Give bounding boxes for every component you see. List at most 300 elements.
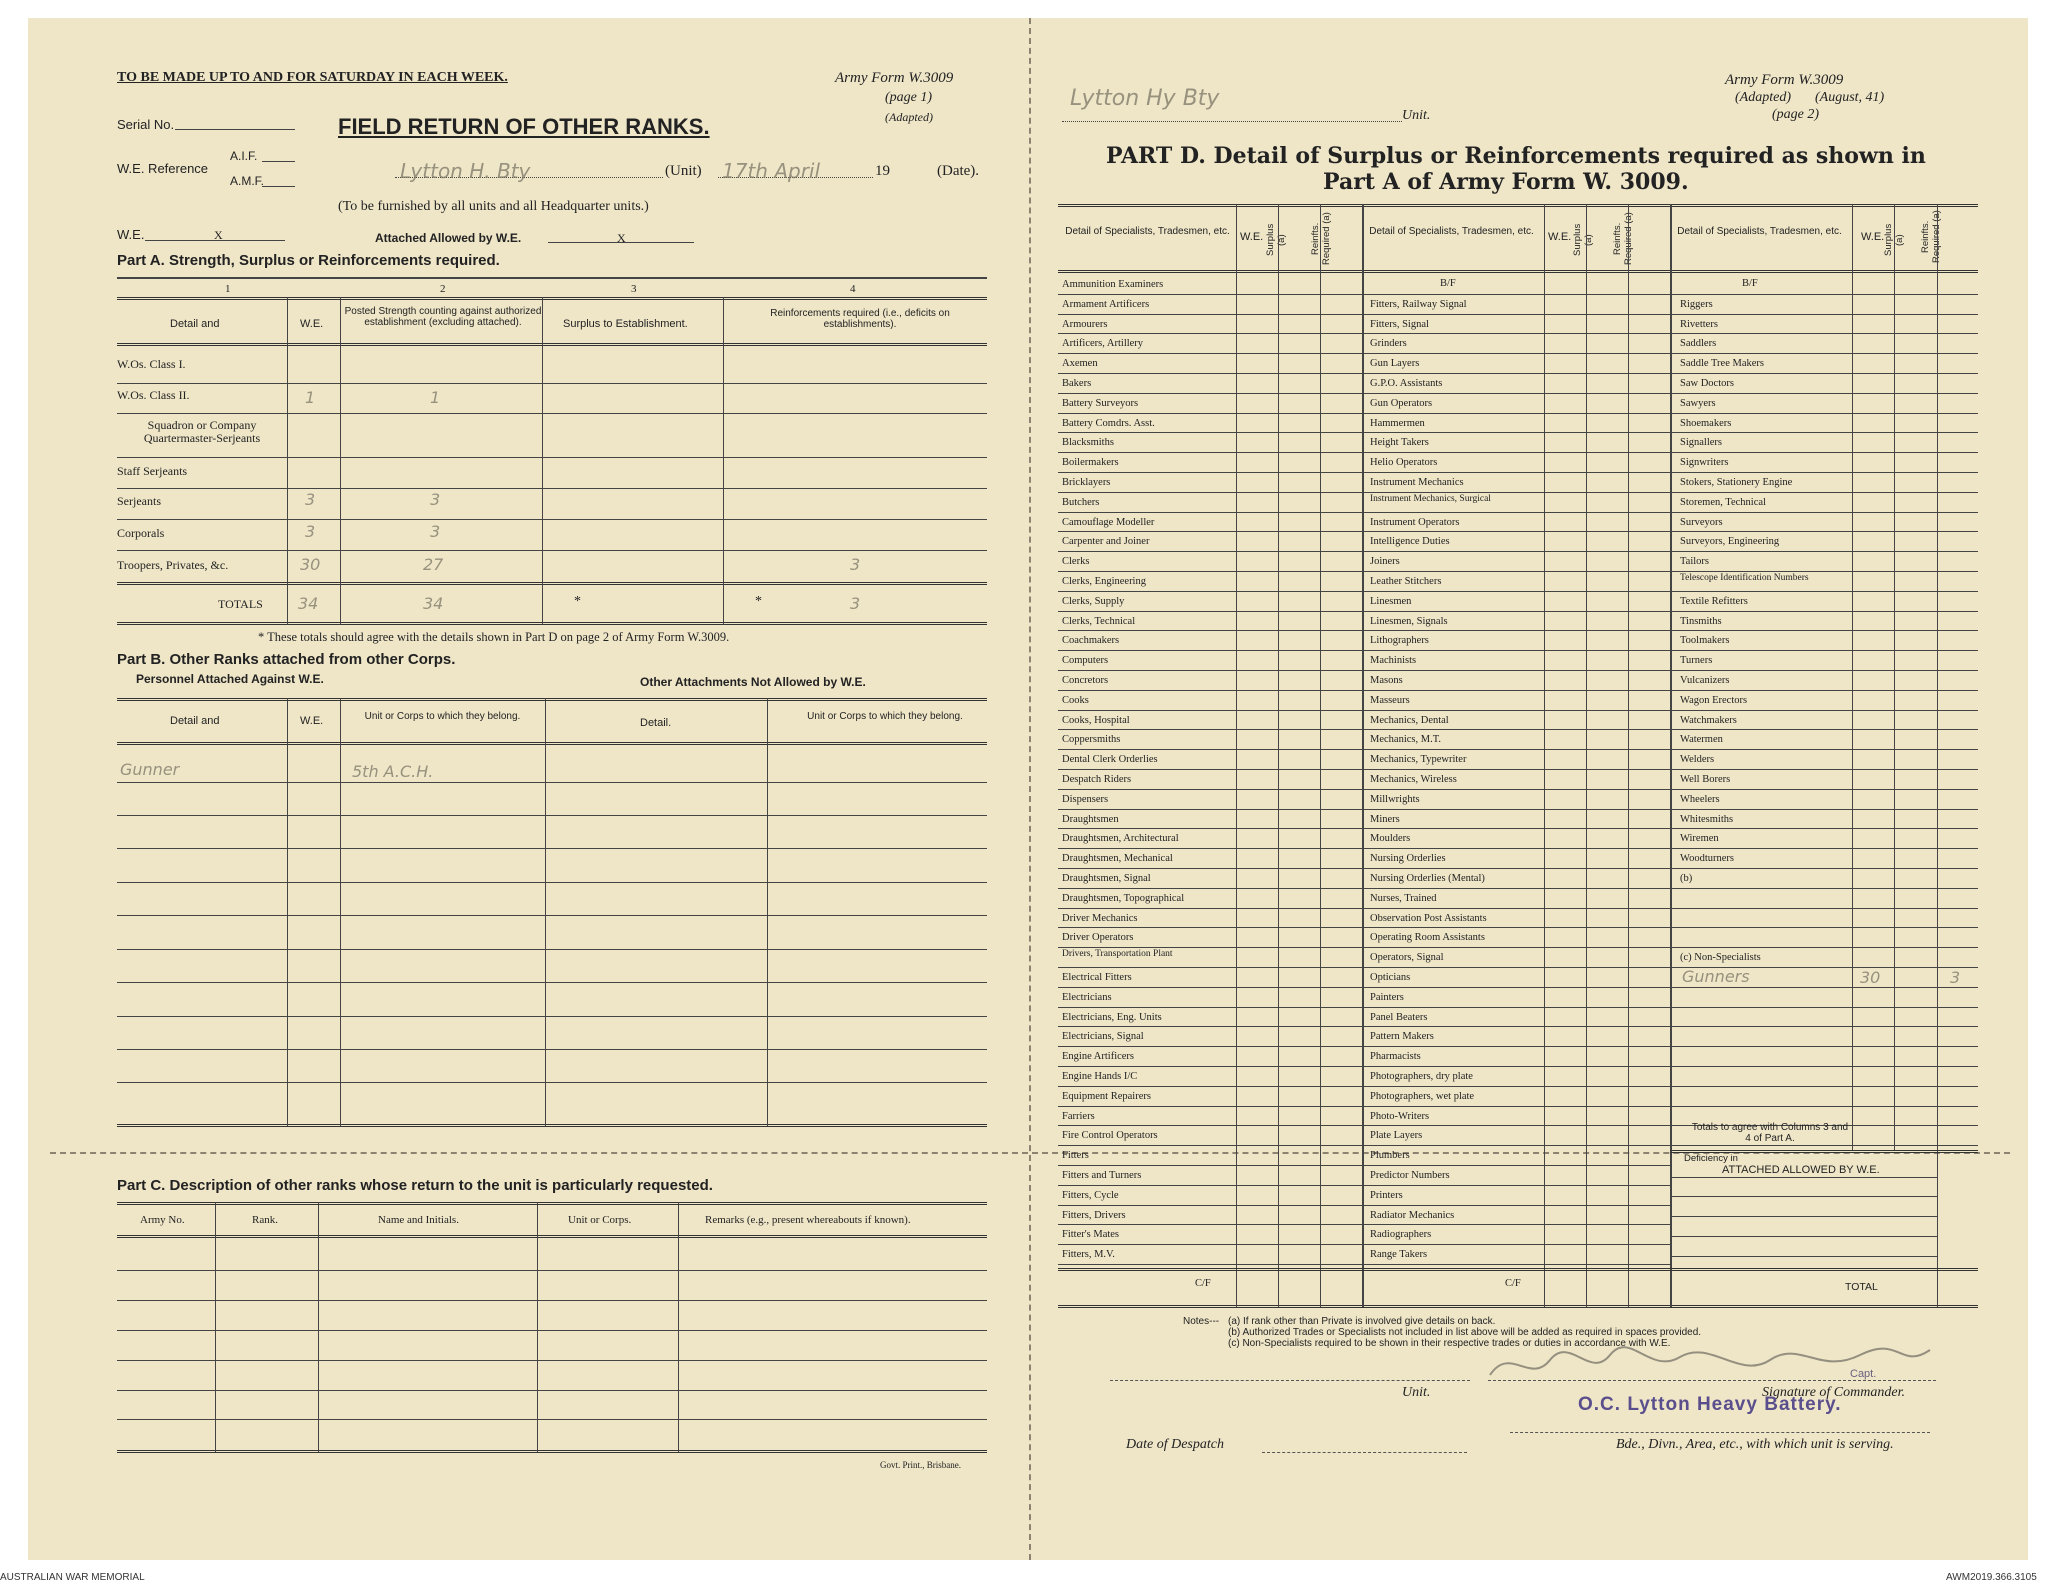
cf-label: C/F bbox=[1195, 1278, 1211, 1289]
handwritten-unit-2: Lytton Hy Bty bbox=[1070, 86, 1220, 111]
part-d-trade-label: Fitters bbox=[1062, 1150, 1089, 1162]
part-d-trade-label: Linesmen bbox=[1370, 595, 1412, 607]
part-d-trade-label: Electricians bbox=[1062, 991, 1112, 1003]
part-d-trade-label: Ammunition Examiners bbox=[1062, 279, 1164, 290]
pa-colnum-3: 3 bbox=[631, 283, 637, 295]
pa-colnum-4: 4 bbox=[850, 283, 856, 295]
part-d-trade-label: Storemen, Technical bbox=[1680, 496, 1766, 508]
part-d-trade-label: Engine Artificers bbox=[1062, 1051, 1135, 1063]
part-d-trade-label: Welders bbox=[1680, 754, 1715, 766]
part-d-trade-label: Signallers bbox=[1680, 437, 1722, 449]
part-d-trade-label: Radiator Mechanics bbox=[1370, 1209, 1455, 1221]
pc-top bbox=[117, 1202, 987, 1205]
pd-vline bbox=[1628, 204, 1629, 1307]
pd-vline bbox=[1236, 204, 1237, 1307]
pb-header-we: W.E. bbox=[300, 715, 324, 727]
part-d-row-line bbox=[1058, 1046, 1978, 1047]
part-d-row-line bbox=[1058, 492, 1978, 493]
part-d-trade-label: Operators, Signal bbox=[1370, 952, 1444, 964]
pb-row-line bbox=[117, 1082, 987, 1083]
pd-header-detail-3: Detail of Specialists, Tradesmen, etc. bbox=[1677, 226, 1842, 237]
pd-total-line bbox=[1670, 1268, 1978, 1271]
note-b: (b) Authorized Trades or Specialists not included in list above will be added as required in spaces provided. bbox=[1228, 1327, 1702, 1338]
amf-line bbox=[262, 186, 295, 187]
part-d-trade-label: Draughtsmen, Mechanical bbox=[1062, 853, 1173, 865]
pa-colnum-1: 1 bbox=[225, 283, 231, 295]
part-d-trade-label: Drivers, Transportation Plant bbox=[1062, 949, 1173, 960]
pa-header-posted: Posted Strength counting against authorized establishment (excluding attached). bbox=[344, 306, 542, 328]
part-d-trade-label: Rivetters bbox=[1680, 318, 1718, 330]
pc-row-line bbox=[117, 1270, 987, 1271]
part-d-row-line bbox=[1058, 809, 1978, 810]
part-d-row-line bbox=[1058, 452, 1978, 453]
pa-dot: * bbox=[755, 594, 762, 609]
part-d-trade-label: Pattern Makers bbox=[1370, 1031, 1434, 1043]
pa-row-label: Serjeants bbox=[117, 494, 161, 508]
part-d-row-line bbox=[1058, 333, 1978, 334]
pa-vline bbox=[340, 297, 341, 625]
pb-vline bbox=[340, 698, 341, 1126]
part-d-row-line bbox=[1058, 1086, 1978, 1087]
part-d-trade-label: Watermen bbox=[1680, 734, 1723, 746]
part-b-title: Part B. Other Ranks attached from other Corps. bbox=[117, 651, 456, 668]
part-d-row-line bbox=[1058, 314, 1978, 315]
we-reference-label: W.E. Reference bbox=[117, 161, 209, 176]
oc-stamp: O.C. Lytton Heavy Battery. bbox=[1578, 1394, 1842, 1415]
part-d-trade-label: Plumbers bbox=[1370, 1150, 1410, 1162]
part-d-trade-label: Battery Comdrs. Asst. bbox=[1062, 417, 1155, 429]
pd-att-line bbox=[1670, 1256, 1937, 1257]
pb-bottom bbox=[117, 1124, 987, 1127]
total-label: TOTAL bbox=[1845, 1281, 1878, 1293]
part-d-trade-label: Pharmacists bbox=[1370, 1051, 1421, 1063]
pd-vline bbox=[1937, 1150, 1938, 1307]
part-d-trade-label: Telescope Identification Numbers bbox=[1680, 573, 1809, 583]
part-d-row-line bbox=[1058, 868, 1978, 869]
part-d-trade-label: Panel Beaters bbox=[1370, 1011, 1428, 1023]
pa-header-bottom bbox=[117, 343, 987, 346]
part-d-row-line bbox=[1058, 650, 1978, 651]
part-d-trade-label: Textile Refitters bbox=[1680, 595, 1748, 607]
pb-row-line bbox=[117, 982, 987, 983]
pa-totals-top bbox=[117, 582, 987, 585]
we-x: X bbox=[214, 228, 223, 242]
pa-row-label: Troopers, Privates, &c. bbox=[117, 558, 229, 572]
part-d-trade-label: Surveyors bbox=[1680, 516, 1723, 528]
part-d-trade-label: Leather Stitchers bbox=[1370, 576, 1442, 587]
pc-row-line bbox=[117, 1419, 987, 1420]
part-d-row-line bbox=[1058, 472, 1978, 473]
printer-credit: Govt. Print., Brisbane. bbox=[880, 1460, 961, 1470]
pd-header-surplus-1: Surplus (a) bbox=[1265, 223, 1287, 257]
part-d-trade-label: Draughtsmen bbox=[1062, 813, 1119, 825]
year-label: 19 bbox=[875, 163, 890, 179]
pc-row-line bbox=[117, 1360, 987, 1361]
aif-label: A.I.F. bbox=[230, 149, 258, 163]
pd-header-surplus-2: Surplus (a) bbox=[1572, 223, 1594, 257]
pc-row-line bbox=[117, 1390, 987, 1391]
part-d-trade-label: Masseurs bbox=[1370, 694, 1410, 706]
part-d-trade-label: Saddle Tree Makers bbox=[1680, 358, 1764, 370]
unit-label: (Unit) bbox=[665, 163, 702, 179]
footer-right: AWM2019.366.3105 bbox=[1946, 1572, 2037, 1583]
pd-top bbox=[1058, 204, 1978, 207]
pb-row-line bbox=[117, 1016, 987, 1017]
part-d-trade-label: Mechanics, M.T. bbox=[1370, 734, 1441, 746]
despatch-line bbox=[1262, 1452, 1467, 1453]
pb-header-corps2: Unit or Corps to which they belong. bbox=[807, 711, 963, 722]
handwritten-date: 17th April bbox=[722, 159, 821, 183]
part-d-row-line bbox=[1058, 630, 1978, 631]
pa-row-line bbox=[117, 383, 987, 384]
part-d-trade-label: Draughtsmen, Topographical bbox=[1062, 892, 1185, 904]
pd-vline bbox=[1544, 204, 1545, 1307]
part-d-trade-label: Fitters, Signal bbox=[1370, 318, 1429, 330]
sig-unit-label: Unit. bbox=[1402, 1385, 1431, 1400]
part-d-trade-label: Electricians, Signal bbox=[1062, 1031, 1144, 1043]
part-d-trade-label: Draughtsmen, Signal bbox=[1062, 873, 1151, 884]
deficiency-label: Deficiency in bbox=[1684, 1153, 1738, 1164]
totals-note: * These totals should agree with the details shown in Part D on page 2 of Army Form W.3009. bbox=[258, 630, 730, 644]
part-d-row-line bbox=[1058, 927, 1978, 928]
part-d-row-line bbox=[1058, 749, 1978, 750]
pa-header-surplus: Surplus to Establishment. bbox=[563, 318, 688, 330]
pd-vline bbox=[1894, 204, 1895, 1150]
center-fold bbox=[1029, 18, 1031, 1560]
part-d-row-line bbox=[1058, 670, 1978, 671]
bde-line bbox=[1510, 1432, 1930, 1433]
pa-dot: * bbox=[574, 594, 581, 609]
part-d-trade-label: (b) bbox=[1680, 873, 1693, 884]
part-d-trade-label: Equipment Repairers bbox=[1062, 1090, 1151, 1102]
page-ref-2: (page 2) bbox=[1772, 107, 1820, 122]
part-d-trade-label: Coppersmiths bbox=[1062, 734, 1121, 746]
part-d-row-line bbox=[1058, 710, 1978, 711]
part-d-row-line bbox=[1058, 1244, 1670, 1245]
pb-header-corps: Unit or Corps to which they belong. bbox=[364, 711, 521, 722]
pd-header-we-2: W.E. bbox=[1548, 231, 1572, 243]
part-d-trade-label: Observation Post Assistants bbox=[1370, 912, 1487, 924]
pd-vline bbox=[1852, 204, 1853, 1150]
page-title: FIELD RETURN OF OTHER RANKS. bbox=[338, 114, 710, 139]
part-d-trade-label: Engine Hands I/C bbox=[1062, 1071, 1138, 1082]
pa-top bbox=[117, 277, 987, 279]
part-d-trade-label: Coachmakers bbox=[1062, 635, 1120, 647]
part-d-row-line bbox=[1058, 828, 1978, 829]
pd-header-we-3: W.E. bbox=[1861, 231, 1885, 243]
part-d-trade-label: Whitesmiths bbox=[1680, 813, 1734, 825]
part-d-trade-label: Vulcanizers bbox=[1680, 675, 1730, 686]
pd-att-line bbox=[1670, 1177, 1937, 1178]
handwritten-posted: 3 bbox=[430, 522, 441, 541]
part-d-trade-label: Camouflage Modeller bbox=[1062, 516, 1155, 528]
despatch-label: Date of Despatch bbox=[1126, 1437, 1224, 1452]
part-d-row-line bbox=[1058, 1066, 1978, 1067]
part-d-trade-label: Photographers, dry plate bbox=[1370, 1071, 1473, 1082]
part-d-trade-label: Well Borers bbox=[1680, 774, 1731, 785]
part-d-trade-label: Tinsmiths bbox=[1680, 615, 1722, 627]
part-d-trade-label: Plate Layers bbox=[1370, 1130, 1423, 1142]
part-d-trade-label: Saddlers bbox=[1680, 338, 1717, 350]
part-d-row-line bbox=[1058, 571, 1978, 572]
part-d-trade-label: Electricians, Eng. Units bbox=[1062, 1011, 1162, 1023]
part-d-trade-label: Dental Clerk Orderlies bbox=[1062, 754, 1158, 766]
pc-vline bbox=[537, 1202, 538, 1452]
page-ref: (page 1) bbox=[885, 90, 933, 105]
part-d-row-line bbox=[1058, 1145, 1978, 1146]
part-b-sub2: Other Attachments Not Allowed by W.E. bbox=[640, 675, 866, 689]
pa-bottom bbox=[117, 622, 987, 625]
part-d-trade-label: Intelligence Duties bbox=[1370, 536, 1450, 548]
part-d-row-line bbox=[1058, 373, 1978, 374]
unit-label-2: Unit. bbox=[1402, 108, 1431, 123]
pa-row-label: Staff Serjeants bbox=[117, 464, 188, 478]
pd-header-reinf-2: Reinfts. Required (a) bbox=[1612, 212, 1634, 266]
pa-row-line bbox=[117, 413, 987, 414]
part-d-trade-label: Mechanics, Dental bbox=[1370, 714, 1449, 726]
handwritten-posted: 1 bbox=[430, 388, 441, 407]
form-ref: Army Form W.3009 bbox=[835, 70, 954, 86]
pb-vline bbox=[767, 698, 768, 1126]
serial-line bbox=[175, 129, 295, 130]
part-d-trade-label: Driver Mechanics bbox=[1062, 912, 1138, 924]
pa-vline bbox=[542, 297, 543, 625]
pb-row-line bbox=[117, 848, 987, 849]
part-d-trade-label: Signwriters bbox=[1680, 457, 1729, 469]
pc-row-line bbox=[117, 1330, 987, 1331]
note-c: (c) Non-Specialists required to be shown in their respective trades or duties in accordance with W.E. bbox=[1228, 1338, 1671, 1349]
part-a-title: Part A. Strength, Surplus or Reinforcements required. bbox=[117, 252, 500, 269]
part-d-trade-label: Grinders bbox=[1370, 338, 1407, 350]
part-d-trade-label: Electrical Fitters bbox=[1062, 972, 1132, 983]
handwritten-reinf: 3 bbox=[850, 594, 861, 613]
part-d-row-line bbox=[1058, 1224, 1670, 1225]
pa-vline bbox=[723, 297, 724, 625]
part-d-trade-label: Millwrights bbox=[1370, 793, 1420, 805]
part-d-trade-label: Surveyors, Engineering bbox=[1680, 536, 1780, 548]
part-d-trade-label: Shoemakers bbox=[1680, 417, 1732, 429]
part-d-trade-label: Machinists bbox=[1370, 655, 1417, 667]
part-d-trade-label: Saw Doctors bbox=[1680, 378, 1734, 389]
part-d-row-line bbox=[1058, 1205, 1670, 1206]
part-d-trade-label: Clerks, Technical bbox=[1062, 615, 1136, 627]
part-d-trade-label: Mechanics, Typewriter bbox=[1370, 754, 1467, 766]
handwritten-posted: 34 bbox=[423, 594, 444, 613]
form-ref-2: Army Form W.3009 bbox=[1725, 72, 1844, 88]
part-d-trade-label: Battery Surveyors bbox=[1062, 397, 1139, 409]
part-d-trade-label: Radiographers bbox=[1370, 1229, 1432, 1241]
pa-row-line bbox=[117, 550, 987, 551]
unit-line-2 bbox=[1062, 121, 1402, 122]
part-d-row-line bbox=[1058, 591, 1978, 592]
we-label: W.E. bbox=[117, 227, 145, 242]
part-d-row-line bbox=[1058, 353, 1978, 354]
sig-unit-line bbox=[1110, 1380, 1470, 1381]
part-d-row-line bbox=[1058, 908, 1978, 909]
part-d-row-line bbox=[1058, 888, 1978, 889]
part-d-trade-label: Sawyers bbox=[1680, 397, 1716, 409]
pd-vline bbox=[1586, 204, 1587, 1307]
part-d-trade-label: Axemen bbox=[1062, 358, 1098, 370]
note-a: (a) If rank other than Private is involved give details on back. bbox=[1228, 1316, 1496, 1327]
pc-header-unit: Unit or Corps. bbox=[568, 1214, 632, 1226]
part-d-trade-label: G.P.O. Assistants bbox=[1370, 378, 1443, 389]
pc-header-name: Name and Initials. bbox=[378, 1214, 459, 1226]
part-d-trade-label: Painters bbox=[1370, 991, 1404, 1003]
handwritten-unit: Lytton H. Bty bbox=[400, 159, 531, 183]
pb-row-line bbox=[117, 815, 987, 816]
part-d-trade-label: Photographers, wet plate bbox=[1370, 1090, 1475, 1102]
part-d-title-1: PART D. Detail of Surplus or Reinforcements required as shown in bbox=[1106, 143, 1926, 169]
part-d-row-line bbox=[1058, 769, 1978, 770]
pd-header-detail-2: Detail of Specialists, Tradesmen, etc. bbox=[1369, 226, 1534, 237]
pb-header-bottom bbox=[117, 742, 987, 745]
part-d-trade-label: Draughtsmen, Architectural bbox=[1062, 833, 1179, 845]
pc-header-remarks: Remarks (e.g., present whereabouts if known). bbox=[705, 1214, 911, 1226]
adapted-label: (Adapted) bbox=[885, 110, 933, 124]
part-d-trade-label: Nurses, Trained bbox=[1370, 892, 1437, 904]
part-d-trade-label: Linesmen, Signals bbox=[1370, 615, 1448, 627]
pa-row-line bbox=[117, 457, 987, 458]
part-d-row-line bbox=[1058, 1007, 1978, 1008]
part-d-row-line bbox=[1058, 1264, 1670, 1265]
bde-label: Bde., Divn., Area, etc., with which unit is serving. bbox=[1616, 1437, 1894, 1452]
part-c-title: Part C. Description of other ranks whose return to the unit is particularly requested. bbox=[117, 1177, 713, 1194]
adapted-2: (Adapted) bbox=[1735, 90, 1791, 105]
furnished-note: (To be furnished by all units and all Headquarter units.) bbox=[338, 199, 649, 214]
part-d-row-line bbox=[1058, 413, 1978, 414]
pd-att-line bbox=[1670, 1196, 1937, 1197]
part-d-trade-label: Fitters, Drivers bbox=[1062, 1209, 1126, 1221]
part-d-trade-label: Clerks, Engineering bbox=[1062, 576, 1146, 587]
part-d-trade-label: Turners bbox=[1680, 655, 1713, 667]
part-d-row-line bbox=[1058, 729, 1978, 730]
pd-vline bbox=[1320, 204, 1321, 1307]
pd-vline bbox=[1362, 204, 1364, 1307]
pb-header-detail: Detail and bbox=[170, 715, 220, 727]
handwritten-gunners-we: 30 bbox=[1860, 968, 1881, 987]
part-d-trade-label: Bricklayers bbox=[1062, 477, 1111, 488]
part-d-trade-label: Lithographers bbox=[1370, 635, 1429, 647]
part-d-trade-label: Fitter's Mates bbox=[1062, 1229, 1120, 1241]
attached-allowed-label: Attached Allowed by W.E. bbox=[375, 231, 522, 245]
part-d-row-line bbox=[1058, 1026, 1978, 1027]
part-d-trade-label: Despatch Riders bbox=[1062, 774, 1132, 785]
amf-label: A.M.F. bbox=[230, 174, 265, 188]
part-b-sub1: Personnel Attached Against W.E. bbox=[136, 672, 324, 686]
serial-label: Serial No. bbox=[117, 117, 175, 132]
notes-label: Notes--- bbox=[1183, 1316, 1220, 1327]
pd-header-reinf-1: Reinfts. Required (a) bbox=[1310, 212, 1332, 266]
pb-vline bbox=[287, 698, 288, 1126]
part-d-row-line bbox=[1058, 512, 1978, 513]
part-d-trade-label: Butchers bbox=[1062, 496, 1100, 508]
part-d-trade-label: Fitters, M.V. bbox=[1062, 1249, 1115, 1261]
handwritten-we: 34 bbox=[298, 594, 319, 613]
pa-row-line bbox=[117, 519, 987, 520]
part-d-trade-label: Miners bbox=[1370, 813, 1400, 825]
pa-header-detail: Detail and bbox=[170, 318, 220, 330]
capt-stamp: Capt. bbox=[1850, 1368, 1877, 1380]
part-d-trade-label: Operating Room Assistants bbox=[1370, 932, 1485, 944]
pa-header-reinf: Reinforcements required (i.e., deficits on establishments). bbox=[770, 308, 950, 330]
part-d-row-line bbox=[1058, 947, 1978, 948]
part-d-trade-label: Printers bbox=[1370, 1189, 1403, 1201]
part-d-trade-label: Opticians bbox=[1370, 972, 1411, 983]
pc-vline bbox=[215, 1202, 216, 1452]
part-d-trade-label: Mechanics, Wireless bbox=[1370, 774, 1457, 785]
part-d-trade-label: Wheelers bbox=[1680, 793, 1720, 805]
part-d-trade-label: Nursing Orderlies (Mental) bbox=[1370, 873, 1485, 884]
pc-vline bbox=[318, 1202, 319, 1452]
handwritten-reinf: 3 bbox=[850, 555, 861, 574]
part-d-trade-label: Dispensers bbox=[1062, 793, 1109, 805]
footer-left: AUSTRALIAN WAR MEMORIAL bbox=[0, 1572, 145, 1583]
pc-header-armyno: Army No. bbox=[140, 1214, 185, 1226]
pd-att-line bbox=[1670, 1216, 1937, 1217]
part-d-trade-label: Instrument Mechanics, Surgical bbox=[1370, 493, 1491, 504]
pd-header-we-1: W.E. bbox=[1240, 231, 1264, 243]
pa-row-label: W.Os. Class I. bbox=[117, 357, 186, 371]
handwritten-posted: 27 bbox=[423, 555, 444, 574]
handwritten-posted: 3 bbox=[430, 490, 441, 509]
part-d-trade-label: Hammermen bbox=[1370, 417, 1425, 429]
pb-row-line bbox=[117, 915, 987, 916]
part-d-trade-label: Concretors bbox=[1062, 675, 1109, 686]
part-d-trade-label: Tailors bbox=[1680, 556, 1710, 568]
part-d-row-line bbox=[1058, 1185, 1670, 1186]
handwritten-we: 30 bbox=[300, 555, 321, 574]
top-instruction: TO BE MADE UP TO AND FOR SATURDAY IN EACH WEEK. bbox=[117, 70, 508, 85]
part-d-row-line bbox=[1058, 531, 1978, 532]
part-d-trade-label: Wagon Erectors bbox=[1680, 694, 1748, 706]
bf-label: B/F bbox=[1440, 278, 1456, 289]
part-d-row-line bbox=[1058, 789, 1978, 790]
part-d-trade-label: Bakers bbox=[1062, 378, 1092, 389]
handwritten-we: 3 bbox=[305, 522, 316, 541]
part-d-row-line bbox=[1058, 393, 1978, 394]
part-d-trade-label: Range Takers bbox=[1370, 1249, 1428, 1261]
part-d-trade-label: Boilermakers bbox=[1062, 457, 1119, 469]
handwritten-gunners: Gunners bbox=[1682, 967, 1750, 986]
pd-header-bottom bbox=[1058, 270, 1978, 273]
handwritten-we: 3 bbox=[305, 490, 316, 509]
part-d-row-line bbox=[1058, 987, 1978, 988]
part-d-row-line bbox=[1058, 1106, 1978, 1107]
pb-row-line bbox=[117, 882, 987, 883]
totals-agree-note: Totals to agree with Columns 3 and 4 of Part A. bbox=[1691, 1122, 1849, 1144]
part-d-trade-label: Blacksmiths bbox=[1062, 437, 1114, 449]
part-d-trade-label: Height Takers bbox=[1370, 437, 1429, 449]
pa-row-label: Squadron or Company Quartermaster-Serjeants bbox=[143, 418, 261, 445]
pb-header-detail2: Detail. bbox=[640, 717, 672, 729]
part-d-trade-label: Woodturners bbox=[1680, 853, 1734, 865]
pb-row-line bbox=[117, 1049, 987, 1050]
aif-line bbox=[262, 161, 295, 162]
attached-x: X bbox=[617, 231, 626, 245]
part-d-trade-label: Gun Operators bbox=[1370, 397, 1433, 409]
part-d-row-line bbox=[1058, 967, 1978, 968]
pa-row-line bbox=[117, 488, 987, 489]
pa-header-we: W.E. bbox=[300, 318, 324, 330]
part-d-trade-label: Computers bbox=[1062, 655, 1109, 667]
pb-row-line bbox=[117, 782, 987, 783]
pa-header-top bbox=[117, 297, 987, 300]
part-d-row-line bbox=[1058, 848, 1978, 849]
pb-vline bbox=[545, 698, 546, 1126]
part-d-row-line bbox=[1058, 551, 1978, 552]
part-d-trade-label: Instrument Operators bbox=[1370, 516, 1460, 528]
